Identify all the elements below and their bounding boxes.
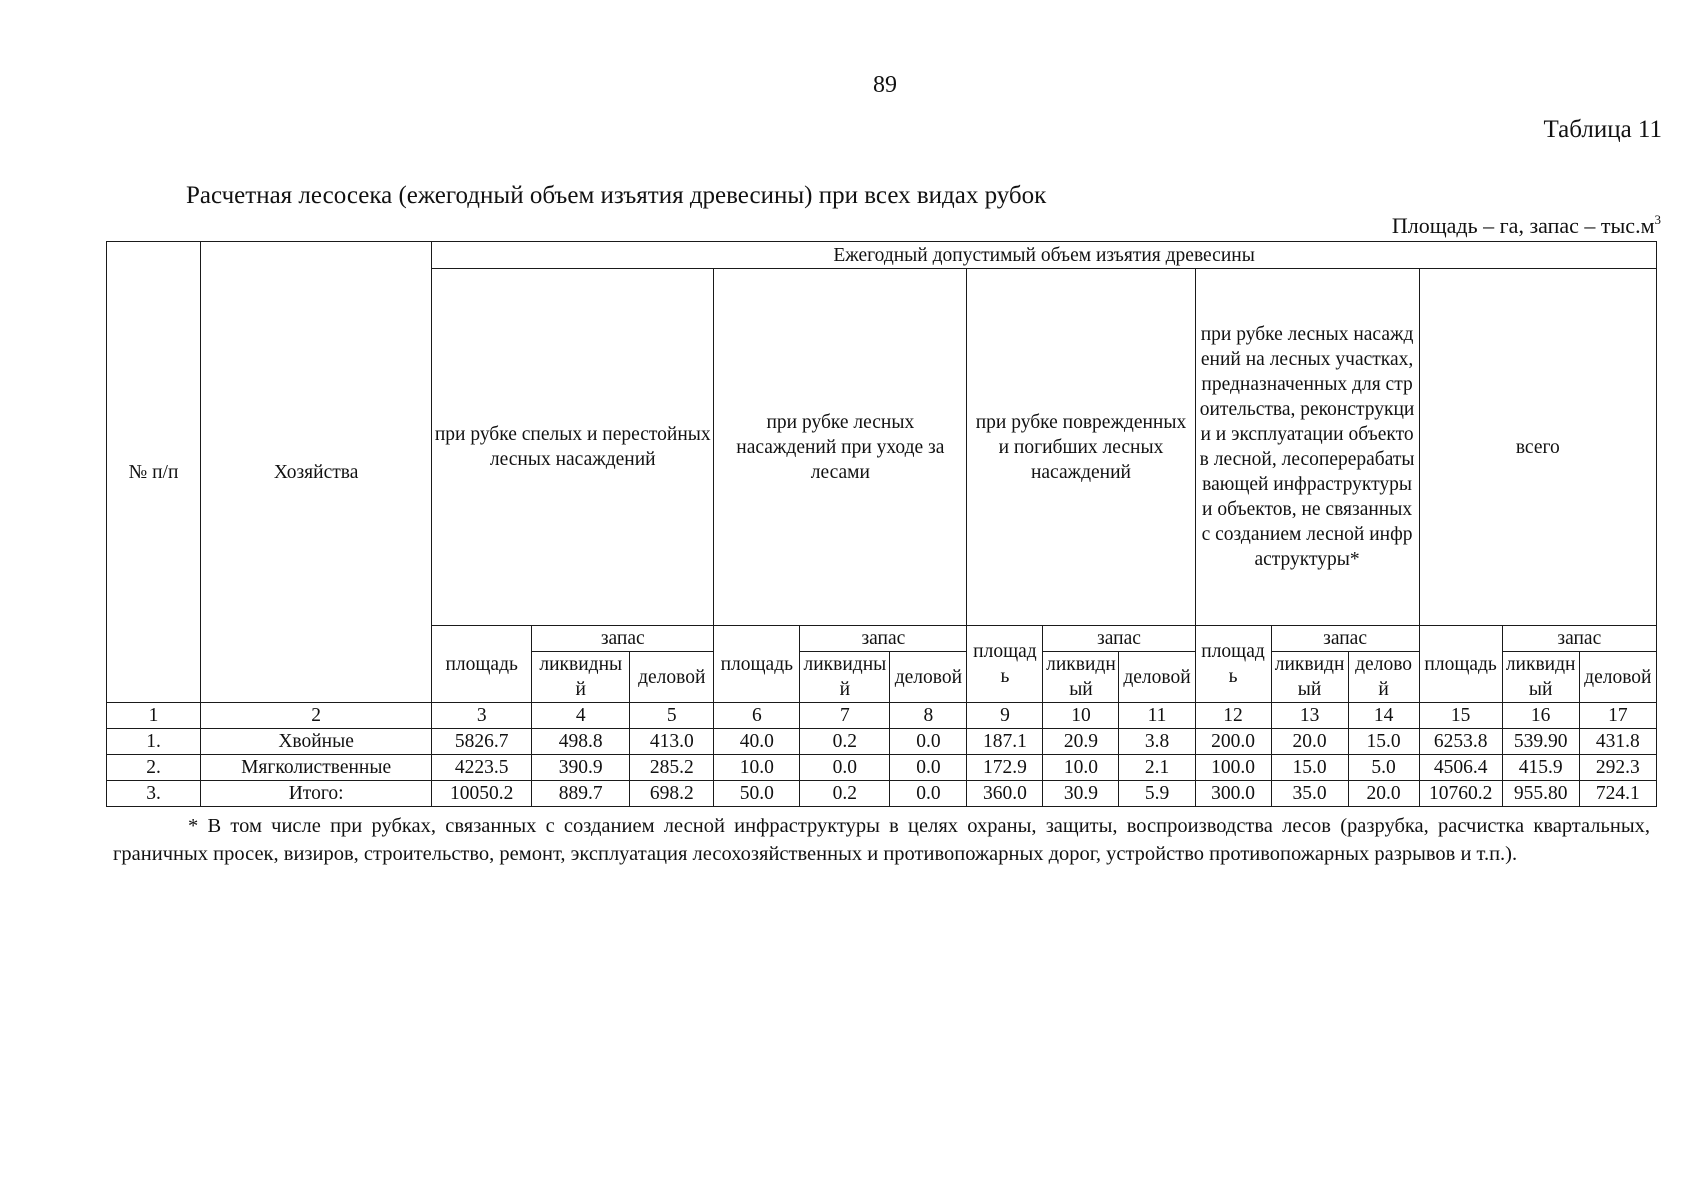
- header-area: площадь: [714, 626, 800, 703]
- column-number-cell: 13: [1271, 703, 1348, 729]
- value-cell: 187.1: [967, 729, 1043, 755]
- value-cell: 300.0: [1195, 781, 1271, 807]
- header-stock: запас: [1043, 626, 1195, 652]
- table-row: [107, 729, 1657, 755]
- header-stock: запас: [800, 626, 967, 652]
- value-cell: 0.0: [890, 755, 967, 781]
- header-liquid: ликвидный: [1043, 652, 1119, 703]
- header-liquid: ликвидный: [1502, 652, 1579, 703]
- column-number-cell: 8: [890, 703, 967, 729]
- units-text: Площадь – га, запас – тыс.м: [1391, 213, 1655, 238]
- column-number-cell: 6: [714, 703, 800, 729]
- column-number-cell: 14: [1348, 703, 1419, 729]
- header-business: деловой: [890, 652, 967, 703]
- value-cell: 35.0: [1271, 781, 1348, 807]
- table-row: [107, 781, 1657, 807]
- header-cat-total: всего: [1419, 269, 1656, 626]
- row-number-cell: 2.: [107, 755, 201, 781]
- page-number: 89: [873, 72, 897, 98]
- value-cell: 4223.5: [432, 755, 532, 781]
- value-cell: 10050.2: [432, 781, 532, 807]
- farm-name-cell: Мягколиственные: [201, 755, 432, 781]
- header-stock: запас: [1502, 626, 1656, 652]
- units-note: [1392, 212, 1661, 239]
- value-cell: 413.0: [630, 729, 714, 755]
- header-farms: Хозяйства: [201, 242, 432, 703]
- header-liquid: ликвидный: [800, 652, 890, 703]
- table-row: [107, 755, 1657, 781]
- value-cell: 30.9: [1043, 781, 1119, 807]
- column-number-cell: 3: [432, 703, 532, 729]
- value-cell: 360.0: [967, 781, 1043, 807]
- farm-name-cell: Хвойные: [201, 729, 432, 755]
- header-row-top: [107, 242, 1657, 269]
- value-cell: 0.0: [800, 755, 890, 781]
- value-cell: 285.2: [630, 755, 714, 781]
- farm-name-cell: Итого:: [201, 781, 432, 807]
- header-business: деловой: [1348, 652, 1419, 703]
- value-cell: 0.0: [890, 729, 967, 755]
- value-cell: 539.90: [1502, 729, 1579, 755]
- value-cell: 955.80: [1502, 781, 1579, 807]
- footnote: * В том числе при рубках, связанных с созданием лесной инфраструктуры в целях охраны, защиты, воспроизводства лесов (разрубка, расчистка квартальных, граничных просек, визиров, строительство, ремонт, эксплуатация лесохозяйственных и противопожарных дорог, устройство противопожарных разрывов и т.п.).: [113, 815, 1650, 865]
- value-cell: 724.1: [1579, 781, 1656, 807]
- header-cat-construction: при рубке лесных насаждений на лесных участках, предназначенных для строительства, реконструкции и эксплуатации объектов лесной, лесоперерабатывающей инфраструктуры и объектов, не связанных с созданием лесной инфраструктуры*: [1195, 269, 1419, 626]
- header-business: деловой: [1579, 652, 1656, 703]
- column-number-cell: 11: [1119, 703, 1195, 729]
- header-area: площадь: [1195, 626, 1271, 703]
- header-liquid: ликвидный: [532, 652, 630, 703]
- column-number-cell: 17: [1579, 703, 1656, 729]
- value-cell: 390.9: [532, 755, 630, 781]
- value-cell: 10.0: [1043, 755, 1119, 781]
- column-number-cell: 9: [967, 703, 1043, 729]
- column-number-cell: 4: [532, 703, 630, 729]
- value-cell: 200.0: [1195, 729, 1271, 755]
- value-cell: 10760.2: [1419, 781, 1502, 807]
- value-cell: 415.9: [1502, 755, 1579, 781]
- value-cell: 0.2: [800, 781, 890, 807]
- value-cell: 2.1: [1119, 755, 1195, 781]
- value-cell: 100.0: [1195, 755, 1271, 781]
- value-cell: 431.8: [1579, 729, 1656, 755]
- column-number-cell: 1: [107, 703, 201, 729]
- value-cell: 15.0: [1348, 729, 1419, 755]
- column-number-cell: 7: [800, 703, 890, 729]
- value-cell: 40.0: [714, 729, 800, 755]
- column-number-cell: 5: [630, 703, 714, 729]
- value-cell: 10.0: [714, 755, 800, 781]
- value-cell: 20.9: [1043, 729, 1119, 755]
- table-title: Расчетная лесосека (ежегодный объем изъятия древесины) при всех видах рубок: [186, 182, 1047, 209]
- header-area: площадь: [432, 626, 532, 703]
- value-cell: 0.2: [800, 729, 890, 755]
- value-cell: 15.0: [1271, 755, 1348, 781]
- value-cell: 4506.4: [1419, 755, 1502, 781]
- harvest-table: [106, 241, 1657, 807]
- column-number-cell: 12: [1195, 703, 1271, 729]
- column-number-cell: 16: [1502, 703, 1579, 729]
- header-business: деловой: [630, 652, 714, 703]
- row-number-cell: 3.: [107, 781, 201, 807]
- column-number-cell: 10: [1043, 703, 1119, 729]
- table-label: Таблица 11: [1543, 116, 1662, 143]
- column-number-cell: 2: [201, 703, 432, 729]
- value-cell: 5.0: [1348, 755, 1419, 781]
- value-cell: 5.9: [1119, 781, 1195, 807]
- value-cell: 498.8: [532, 729, 630, 755]
- value-cell: 5826.7: [432, 729, 532, 755]
- header-cat-damaged: при рубке поврежденных и погибших лесных насаждений: [967, 269, 1195, 626]
- header-stock: запас: [1271, 626, 1419, 652]
- value-cell: 20.0: [1271, 729, 1348, 755]
- value-cell: 889.7: [532, 781, 630, 807]
- value-cell: 50.0: [714, 781, 800, 807]
- units-superscript: 3: [1654, 212, 1661, 227]
- value-cell: 3.8: [1119, 729, 1195, 755]
- header-num: № п/п: [107, 242, 201, 703]
- column-number-row: [107, 703, 1657, 729]
- value-cell: 172.9: [967, 755, 1043, 781]
- header-area: площадь: [967, 626, 1043, 703]
- header-annual-volume: Ежегодный допустимый объем изъятия древесины: [432, 242, 1657, 269]
- value-cell: 698.2: [630, 781, 714, 807]
- value-cell: 0.0: [890, 781, 967, 807]
- header-cat-thinning: при рубке лесных насаждений при уходе за лесами: [714, 269, 967, 626]
- value-cell: 6253.8: [1419, 729, 1502, 755]
- row-number-cell: 1.: [107, 729, 201, 755]
- header-cat-mature: при рубке спелых и перестойных лесных насаждений: [432, 269, 714, 626]
- header-business: деловой: [1119, 652, 1195, 703]
- value-cell: 20.0: [1348, 781, 1419, 807]
- value-cell: 292.3: [1579, 755, 1656, 781]
- column-number-cell: 15: [1419, 703, 1502, 729]
- header-area: площадь: [1419, 626, 1502, 703]
- header-liquid: ликвидный: [1271, 652, 1348, 703]
- header-stock: запас: [532, 626, 714, 652]
